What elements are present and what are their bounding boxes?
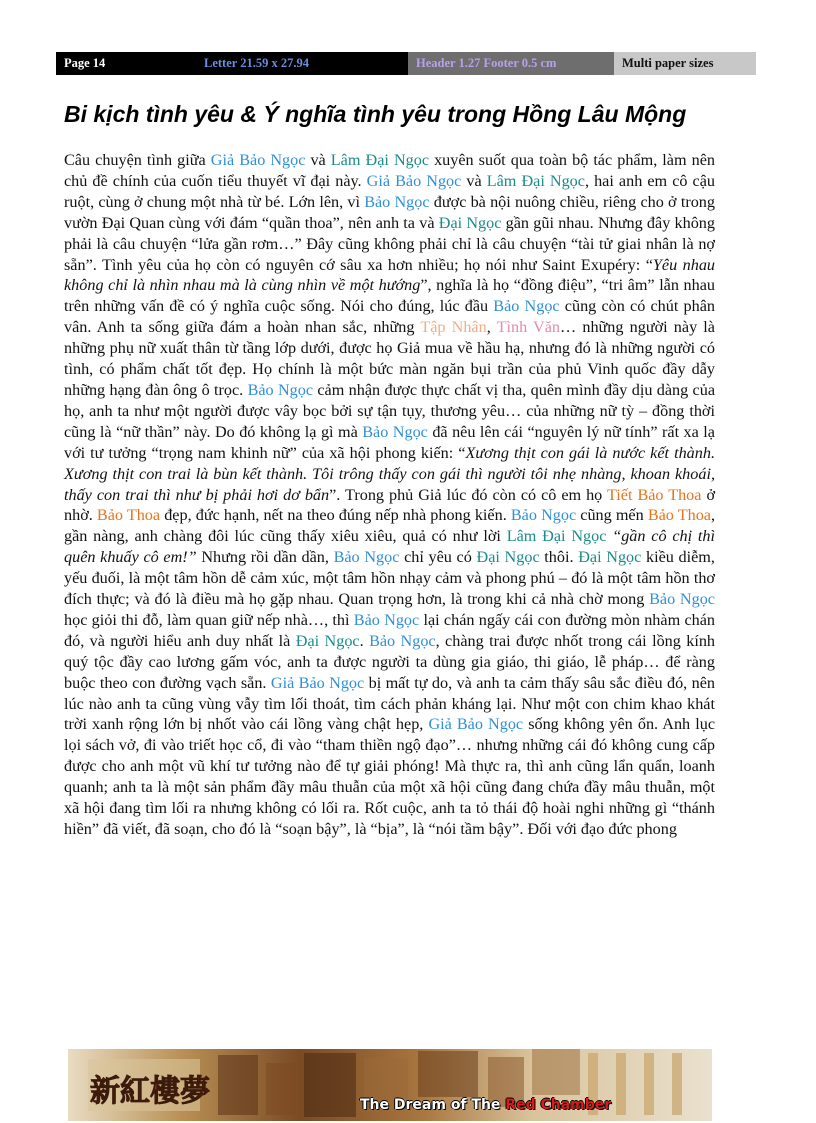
character-name: Bảo Ngọc <box>353 610 420 629</box>
character-name: Bảo Thoa <box>647 506 711 525</box>
text-run: , chàng trai được nhốt trong cái lồng kính quý tộc đầy cao lương gấm vóc, anh ta được người ta dùng gia giáo, thi giáo, lễ pháp… để ràng buộc theo con đường vạch sẵn. <box>64 631 716 692</box>
character-name: Bảo Thoa <box>96 506 161 525</box>
text-run: ”. Trong phủ Giả lúc đó còn có cô em họ <box>329 485 607 504</box>
character-name: Lâm Đại Ngọc <box>506 527 607 546</box>
article-body <box>64 150 715 840</box>
text-run: chỉ yêu có <box>399 548 477 567</box>
body-paragraph <box>64 150 715 840</box>
text-run: Nhưng rồi dần dần, <box>196 548 334 567</box>
text-run: và <box>461 171 487 190</box>
margins-label: Header 1.27 Footer 0.5 cm <box>408 52 614 75</box>
quotation: Yêu nhau không chỉ là nhìn nhau mà là cùng nhìn về một hướng <box>64 255 716 295</box>
text-run: học giỏi thi đỗ, làm quan giữ nếp nhà…, thì <box>64 610 354 629</box>
character-name: Đại Ngọc <box>438 213 502 232</box>
text-run: cũng còn có chút phân vân. Anh ta sống giữa đám a hoàn nhan sắc, những <box>64 297 715 337</box>
banner-caption-highlight: Red Chamber <box>505 1097 612 1113</box>
character-name: Tình Văn <box>496 318 561 337</box>
quotation: “gần cô chị thì quên khuấy cô em!” <box>64 527 715 567</box>
text-run: Câu chuyện tình giữa <box>64 151 211 169</box>
character-name: Giả Bảo Ngọc <box>366 171 462 190</box>
character-name: Bảo Ngọc <box>333 548 400 567</box>
text-run: ”, nghĩa là họ “đồng điệu”, “tri âm” lẫn nhau trên những vấn đề có ý nghĩa cuộc sống. Nói cho đúng, lúc đầu <box>64 276 715 316</box>
character-name: Giả Bảo Ngọc <box>428 715 524 734</box>
text-run: kiều diễm, yếu đuối, là một tâm hồn dễ cảm xúc, một tâm hồn nhạy cảm và phong phú – đó là một tâm hồn thơ đích thực; và đó là điều mà họ gặp nhau. Quan trọng hơn, là trong khi cả nhà chờ mong <box>64 548 715 609</box>
text-run: sống không yên ổn. Anh lục lọi sách vở, đi vào triết học cổ, đi vào “tham thiền ngộ đạo”… nhưng những cái đó không cung cấp được cho anh một vũ khí tư tưởng nào để tự giải phóng! Mà thực ra, thì anh cũng lẩn quẩn, loanh quanh; anh ta là một sản phẩm đầy mâu thuẫn của một xã hội cũng đang chứa đầy mâu thuẫn, một xã hội đang tìm lối ra nhưng không có lối ra. Rốt cuộc, anh ta tỏ thái độ hoài nghi những gì “thánh hiền” đã viết, đã soạn, cho đó là “soạn bậy”, là “bịa”, là “nói tầm bậy”. Đối với đạo đức phong <box>64 715 716 838</box>
text-run: , gần nàng, anh chàng đôi lúc cũng thấy xiêu xiêu, quả có như lời <box>64 506 716 546</box>
multi-paper-label: Multi paper sizes <box>614 52 756 75</box>
text-run: thôi. <box>539 548 579 567</box>
character-name: Giả Bảo Ngọc <box>210 151 306 169</box>
text-run: lại chán ngấy cái con đường mòn nhàm chán đó, và người hiểu anh duy nhất là <box>64 610 716 650</box>
text-run: … những người này là những phụ nữ xuất thân từ tầng lớp dưới, được họ Giả mua về hầu hạ, nhưng đó là những người có tình, có phẩm chất tốt đẹp. Họ chính là một bức màn ngăn bụi trần của phủ Vinh quốc đầy dẫy những hạng đàn ông ô trọc. <box>64 318 715 399</box>
character-name: Đại Ngọc <box>295 631 360 650</box>
character-name: Đại Ngọc <box>476 548 540 567</box>
text-run: gần gũi nhau. Nhưng đây không phải là câu chuyện “lửa gần rơm…” Đây cũng không phải chỉ là câu chuyện “tài tử giai nhân là nợ sẵn”. Tình yêu của họ còn có nguyên cớ sâu xa hơn nhiều; họ nói như Saint Exupéry: “ <box>64 213 715 274</box>
banner-logo-text: 新紅樓夢 <box>90 1074 210 1109</box>
banner-caption-text: The Dream of The <box>360 1097 506 1113</box>
footer-banner-image <box>68 1049 712 1121</box>
text-run: cũng mến <box>576 506 648 525</box>
text-run: bị mất tự do, và anh ta cảm thấy sâu sắc điều đó, nên lúc nào anh ta cũng vùng vẫy tìm lối thoát, tìm cách phản kháng lại. Như một con chim khao khát trời xanh rộng lớn bị nhốt vào cái lồng vàng chật hẹp, <box>64 673 715 734</box>
character-name: Giả Bảo Ngọc <box>270 673 365 692</box>
paper-size-label: Letter 21.59 x 27.94 <box>196 52 408 75</box>
page-header-bar <box>56 52 756 75</box>
text-run: đã nêu lên cái “nguyên lý nữ tính” rất xa lạ với tư tưởng “trọng nam khinh nữ” của xã hội phong kiến: “ <box>64 422 715 462</box>
banner-caption <box>360 1097 611 1113</box>
text-run: được bà nội nuông chiều, riêng cho ở trong vườn Đại Quan cùng với đám “quần thoa”, nên anh ta và <box>64 192 715 232</box>
article-title: Bi kịch tình yêu & Ý nghĩa tình yêu trong Hồng Lâu Mộng <box>64 101 687 127</box>
character-name: Lâm Đại Ngọc <box>486 171 585 190</box>
page-number: Page 14 <box>56 52 196 75</box>
character-name: Tập Nhân <box>420 318 487 337</box>
character-name: Tiết Bảo Thoa <box>606 485 702 504</box>
character-name: Bảo Ngọc <box>362 422 428 441</box>
text-run: , <box>486 318 497 337</box>
character-name: Bảo Ngọc <box>493 297 560 316</box>
text-run: . <box>359 631 370 650</box>
text-run: và <box>305 151 331 169</box>
character-name: Bảo Ngọc <box>369 631 436 650</box>
text-run: ở nhờ. <box>64 485 716 525</box>
character-name: Bảo Ngọc <box>510 506 577 525</box>
text-run: , hai anh em cô cậu ruột, cùng ở chung một nhà từ bé. Lớn lên, vì <box>64 171 716 211</box>
text-run: xuyên suốt qua toàn bộ tác phẩm, làm nên chủ đề chính của cuốn tiểu thuyết vĩ đại này. <box>64 151 716 190</box>
character-name: Lâm Đại Ngọc <box>330 151 430 169</box>
character-name: Bảo Ngọc <box>649 590 715 609</box>
character-name: Đại Ngọc <box>578 548 642 567</box>
text-run: cảm nhận được thực chất vị tha, quên mình đầy dịu dàng của họ, anh ta như một người được vây bọc bởi sự tận tụy, thương yêu… của những nữ tỳ – đồng thời cũng là “nữ thần” này. Do đó không lạ gì mà <box>64 380 715 441</box>
text-run: đẹp, đức hạnh, nết na theo đúng nếp nhà phong kiến. <box>160 506 511 525</box>
quotation: Xương thịt con gái là nước kết thành. Xương thịt con trai là bùn kết thành. Tôi trông thấy con gái thì người tôi nhẹ nhàng, khoan khoái, thấy con trai thì như bị phải hơi dơ bẩn <box>64 443 715 504</box>
character-name: Bảo Ngọc <box>364 192 430 211</box>
character-name: Bảo Ngọc <box>247 380 314 399</box>
